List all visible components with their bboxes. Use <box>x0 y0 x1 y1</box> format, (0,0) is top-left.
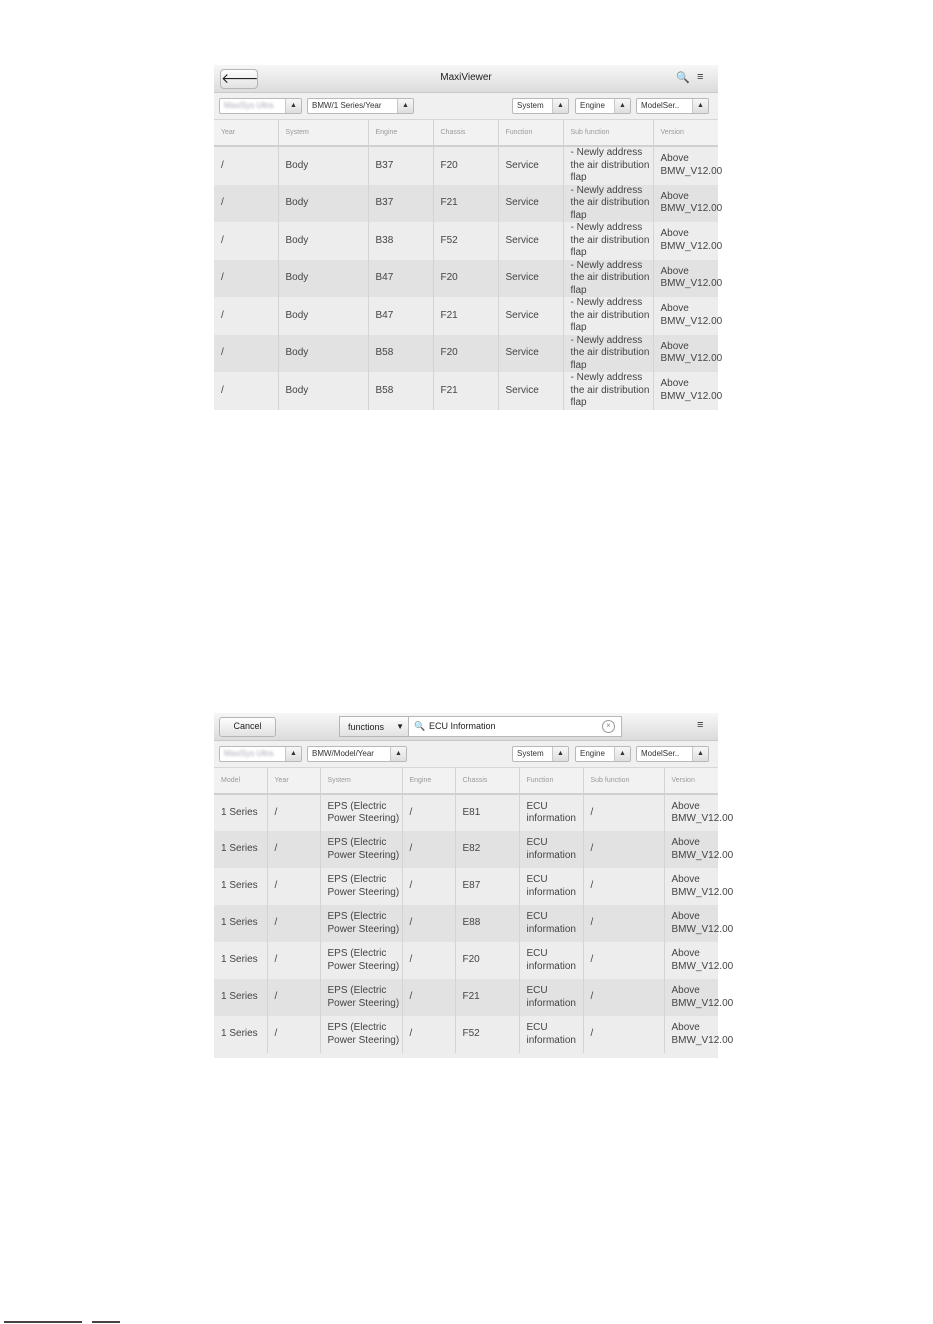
brand-label: MaxiSys Ultra <box>224 749 274 758</box>
chevron-up-icon[interactable]: ▲ <box>692 99 708 113</box>
search-value[interactable]: ECU Information <box>429 721 496 731</box>
column-header-system[interactable]: System <box>278 120 368 146</box>
chevron-up-icon[interactable]: ▲ <box>614 99 630 113</box>
cell-function: Service <box>498 222 563 260</box>
cell-year: / <box>214 185 278 223</box>
title-bar <box>214 65 718 93</box>
filter-bar <box>214 741 718 768</box>
path-dropdown[interactable] <box>307 98 414 114</box>
cell-sub-function: / <box>583 979 664 1016</box>
cell-engine: B37 <box>368 185 433 223</box>
model-series-dropdown[interactable] <box>636 746 709 762</box>
chevron-up-icon[interactable]: ▲ <box>397 99 413 113</box>
cell-function: Service <box>498 185 563 223</box>
cell-engine: B58 <box>368 372 433 410</box>
cell-chassis: E82 <box>455 831 519 868</box>
cell-system: EPS (Electric Power Steering) <box>320 905 402 942</box>
filter-bar <box>214 93 718 120</box>
cell-system: EPS (Electric Power Steering) <box>320 979 402 1016</box>
system-dropdown[interactable] <box>512 98 569 114</box>
cell-chassis: F20 <box>455 942 519 979</box>
cell-function: ECU information <box>519 794 583 831</box>
cell-function: Service <box>498 297 563 335</box>
cell-function: Service <box>498 335 563 373</box>
table-body <box>214 146 723 410</box>
cell-model: 1 Series <box>214 1016 267 1053</box>
cell-year: / <box>214 222 278 260</box>
search-results-screen <box>214 713 734 1058</box>
cell-chassis: F21 <box>433 372 498 410</box>
column-header-year[interactable]: Year <box>267 768 320 794</box>
table-row[interactable] <box>214 335 718 373</box>
table-row[interactable] <box>214 222 718 260</box>
chevron-up-icon[interactable]: ▲ <box>692 747 708 761</box>
cell-system: EPS (Electric Power Steering) <box>320 942 402 979</box>
engine-dropdown[interactable] <box>575 746 631 762</box>
cell-sub-function: / <box>583 1016 664 1053</box>
cell-model: 1 Series <box>214 942 267 979</box>
cell-model: 1 Series <box>214 794 267 831</box>
system-dropdown[interactable] <box>512 746 569 762</box>
menu-icon[interactable]: ≡ <box>697 71 704 83</box>
cell-chassis: F20 <box>433 146 498 185</box>
cell-year: / <box>214 372 278 410</box>
column-header-system[interactable]: System <box>320 768 402 794</box>
cell-engine: / <box>402 831 455 868</box>
cell-year: / <box>267 868 320 905</box>
cell-sub-function: - Newly address the air distribution flap <box>563 222 653 260</box>
table-row[interactable] <box>214 185 718 223</box>
menu-icon[interactable]: ≡ <box>697 719 704 731</box>
cell-engine: B38 <box>368 222 433 260</box>
cell-version: Above BMW_V12.00 <box>664 905 718 942</box>
cell-engine: / <box>402 942 455 979</box>
cell-system: Body <box>278 185 368 223</box>
path-label: BMW/1 Series/Year <box>312 101 382 110</box>
cell-engine: / <box>402 1016 455 1053</box>
system-label: System <box>517 101 544 110</box>
column-header-sub-function[interactable]: Sub function <box>563 120 653 146</box>
cell-sub-function: / <box>583 942 664 979</box>
search-icon: 🔍 <box>414 721 426 731</box>
cell-system: Body <box>278 297 368 335</box>
cell-year: / <box>267 942 320 979</box>
cell-version: Above BMW_V12.00 <box>664 979 718 1016</box>
cell-engine: B47 <box>368 297 433 335</box>
column-header-sub-function[interactable]: Sub function <box>583 768 664 794</box>
cell-system: EPS (Electric Power Steering) <box>320 868 402 905</box>
functions-label: functions <box>348 722 385 732</box>
back-button[interactable]: 🡐 <box>220 69 258 89</box>
table-body <box>214 794 734 1053</box>
cell-version: Above BMW_V12.00 <box>653 185 718 223</box>
results-table <box>214 120 723 410</box>
engine-label: Engine <box>580 749 605 758</box>
cell-engine: / <box>402 905 455 942</box>
column-header-engine[interactable]: Engine <box>368 120 433 146</box>
table-row[interactable] <box>214 868 718 905</box>
cell-function: ECU information <box>519 1016 583 1053</box>
cell-function: ECU information <box>519 831 583 868</box>
cell-sub-function: / <box>583 831 664 868</box>
cell-system: Body <box>278 335 368 373</box>
table-row[interactable] <box>214 297 718 335</box>
chevron-up-icon[interactable]: ▲ <box>390 747 406 761</box>
cell-version: Above BMW_V12.00 <box>653 146 718 185</box>
cancel-button[interactable]: Cancel <box>219 717 276 737</box>
system-label: System <box>517 749 544 758</box>
cell-function: Service <box>498 260 563 298</box>
clear-icon[interactable]: × <box>602 720 615 733</box>
cell-year: / <box>267 831 320 868</box>
cell-sub-function: / <box>583 868 664 905</box>
search-bar <box>214 713 718 741</box>
path-dropdown[interactable] <box>307 746 407 762</box>
cell-chassis: F20 <box>433 335 498 373</box>
cell-chassis: E87 <box>455 868 519 905</box>
cell-function: ECU information <box>519 942 583 979</box>
results-table <box>214 768 734 1053</box>
brand-dropdown[interactable] <box>219 746 302 762</box>
cell-system: Body <box>278 146 368 185</box>
footer-rule <box>4 1321 82 1323</box>
cell-year: / <box>267 905 320 942</box>
table-row[interactable] <box>214 905 718 942</box>
chevron-up-icon[interactable]: ▲ <box>552 747 568 761</box>
functions-dropdown[interactable] <box>339 716 408 737</box>
cell-chassis: F21 <box>455 979 519 1016</box>
column-header-engine[interactable]: Engine <box>402 768 455 794</box>
model-series-label: ModelSer.. <box>641 749 680 758</box>
cell-engine: / <box>402 979 455 1016</box>
cell-system: Body <box>278 372 368 410</box>
cell-version: Above BMW_V12.00 <box>653 222 718 260</box>
chevron-up-icon[interactable]: ▲ <box>614 747 630 761</box>
cell-version: Above BMW_V12.00 <box>653 297 718 335</box>
cell-sub-function: - Newly address the air distribution flap <box>563 335 653 373</box>
cell-sub-function: - Newly address the air distribution flap <box>563 260 653 298</box>
engine-dropdown[interactable] <box>575 98 631 114</box>
cell-model: 1 Series <box>214 979 267 1016</box>
cell-engine: B47 <box>368 260 433 298</box>
cell-sub-function: - Newly address the air distribution flap <box>563 297 653 335</box>
cell-year: / <box>214 146 278 185</box>
cell-function: Service <box>498 146 563 185</box>
maxiviewer-screen <box>214 65 723 409</box>
table-row[interactable] <box>214 979 718 1016</box>
search-icon[interactable]: 🔍 <box>676 72 690 84</box>
cell-year: / <box>214 260 278 298</box>
cell-system: EPS (Electric Power Steering) <box>320 794 402 831</box>
footer-rule <box>92 1321 120 1323</box>
cell-year: / <box>267 1016 320 1053</box>
table-row[interactable] <box>214 831 718 868</box>
column-header-function[interactable]: Function <box>498 120 563 146</box>
chevron-up-icon[interactable]: ▲ <box>285 747 301 761</box>
cell-version: Above BMW_V12.00 <box>653 260 718 298</box>
cell-function: ECU information <box>519 979 583 1016</box>
cell-version: Above BMW_V12.00 <box>653 372 718 410</box>
table-row[interactable] <box>214 146 718 185</box>
table-row[interactable] <box>214 1016 718 1053</box>
column-header-chassis[interactable]: Chassis <box>455 768 519 794</box>
cell-function: ECU information <box>519 868 583 905</box>
cell-model: 1 Series <box>214 868 267 905</box>
path-label: BMW/Model/Year <box>312 749 374 758</box>
cell-chassis: E88 <box>455 905 519 942</box>
page-title: MaxiViewer <box>440 72 492 83</box>
cell-year: / <box>214 297 278 335</box>
table-row[interactable] <box>214 372 718 410</box>
cell-engine: B58 <box>368 335 433 373</box>
cell-model: 1 Series <box>214 905 267 942</box>
cell-version: Above BMW_V12.00 <box>664 942 718 979</box>
search-input[interactable] <box>408 716 622 737</box>
column-header-model[interactable]: Model <box>214 768 267 794</box>
cell-chassis: F52 <box>433 222 498 260</box>
table-row[interactable] <box>214 260 718 298</box>
cell-system: EPS (Electric Power Steering) <box>320 831 402 868</box>
chevron-down-icon: ▼ <box>396 722 404 731</box>
cell-year: / <box>267 794 320 831</box>
cell-function: ECU information <box>519 905 583 942</box>
cell-sub-function: - Newly address the air distribution flap <box>563 146 653 185</box>
model-series-label: ModelSer.. <box>641 101 680 110</box>
cell-year: / <box>214 335 278 373</box>
cell-version: Above BMW_V12.00 <box>664 831 718 868</box>
cell-chassis: F21 <box>433 297 498 335</box>
chevron-up-icon[interactable]: ▲ <box>285 99 301 113</box>
cell-version: Above BMW_V12.00 <box>664 868 718 905</box>
cell-engine: / <box>402 794 455 831</box>
column-header-version[interactable]: Version <box>653 120 718 146</box>
cell-sub-function: / <box>583 794 664 831</box>
table-row[interactable] <box>214 942 718 979</box>
cell-chassis: F52 <box>455 1016 519 1053</box>
table-row[interactable] <box>214 794 718 831</box>
engine-label: Engine <box>580 101 605 110</box>
cell-sub-function: - Newly address the air distribution flap <box>563 185 653 223</box>
table-header <box>214 120 718 146</box>
cell-function: Service <box>498 372 563 410</box>
cell-sub-function: / <box>583 905 664 942</box>
column-header-version[interactable]: Version <box>664 768 718 794</box>
cell-version: Above BMW_V12.00 <box>653 335 718 373</box>
chevron-up-icon[interactable]: ▲ <box>552 99 568 113</box>
cell-version: Above BMW_V12.00 <box>664 794 718 831</box>
cell-chassis: F20 <box>433 260 498 298</box>
brand-label: MaxiSys Ultra <box>224 101 274 110</box>
column-header-chassis[interactable]: Chassis <box>433 120 498 146</box>
cell-year: / <box>267 979 320 1016</box>
model-series-dropdown[interactable] <box>636 98 709 114</box>
cell-model: 1 Series <box>214 831 267 868</box>
cell-system: EPS (Electric Power Steering) <box>320 1016 402 1053</box>
cell-chassis: F21 <box>433 185 498 223</box>
cell-version: Above BMW_V12.00 <box>664 1016 718 1053</box>
page-footer-marks <box>0 1320 933 1324</box>
cell-engine: / <box>402 868 455 905</box>
column-header-function[interactable]: Function <box>519 768 583 794</box>
brand-dropdown[interactable] <box>219 98 302 114</box>
cell-system: Body <box>278 260 368 298</box>
column-header-year[interactable]: Year <box>214 120 278 146</box>
cell-chassis: E81 <box>455 794 519 831</box>
table-header <box>214 768 718 794</box>
cell-engine: B37 <box>368 146 433 185</box>
cell-system: Body <box>278 222 368 260</box>
cell-sub-function: - Newly address the air distribution flap <box>563 372 653 410</box>
